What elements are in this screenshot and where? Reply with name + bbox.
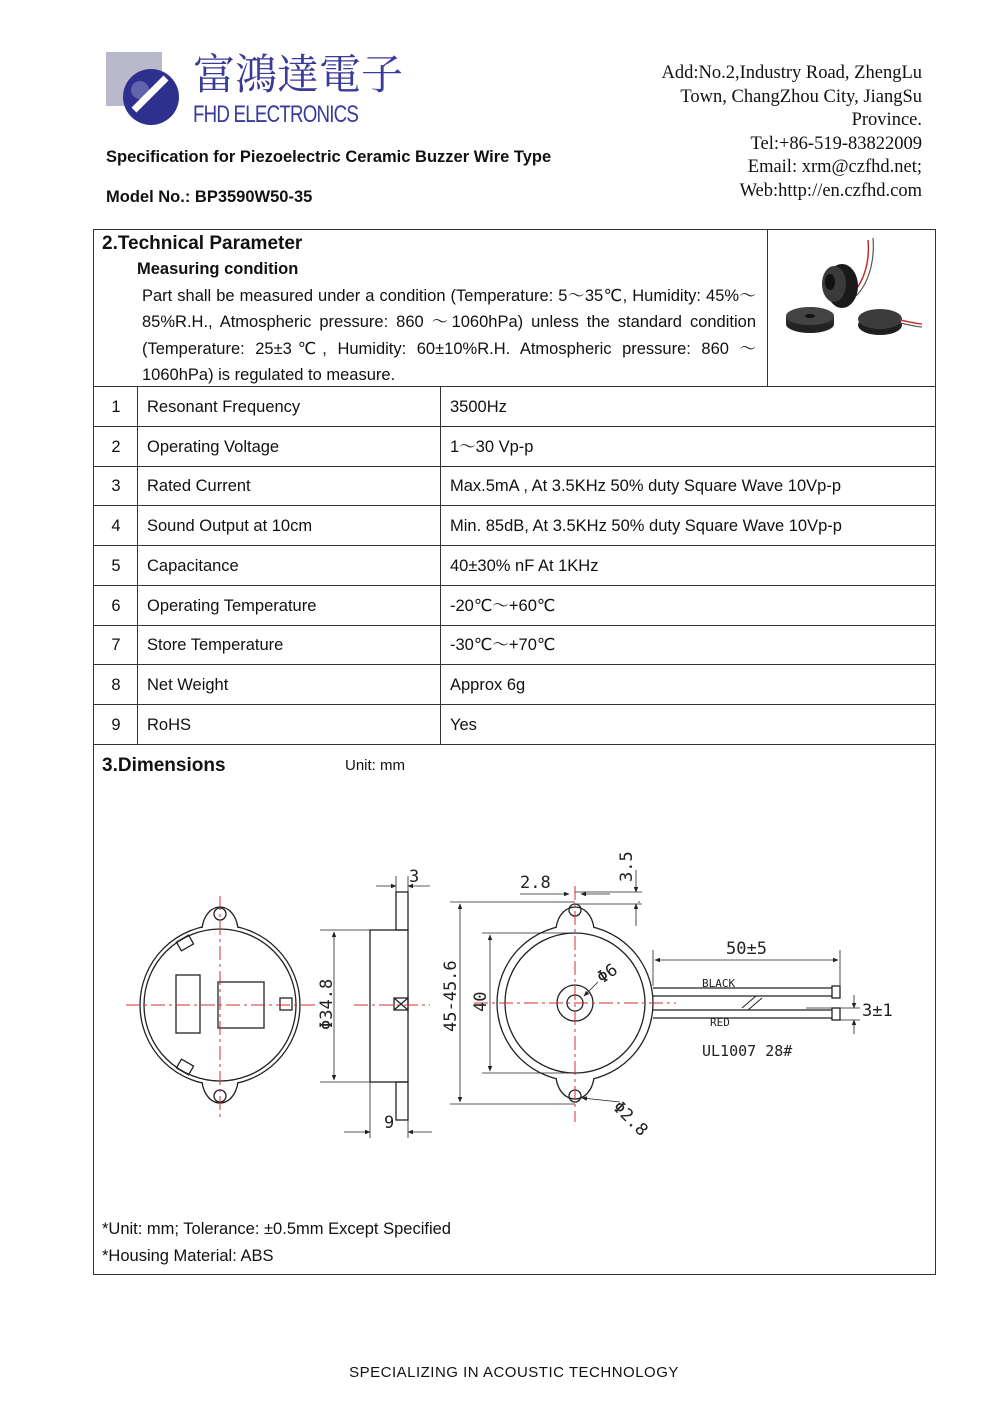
company-logo: [104, 50, 190, 128]
row-number: 4: [111, 517, 121, 535]
parameter-name: Net Weight: [147, 676, 229, 694]
measuring-condition-text: Part shall be measured under a condition (Temperature: 5～35℃, Humidity: 45%～85%R.H., Atmospheric pressure: 860 ～1060hPa) unless the standard condition (Temperature: 25±3℃, Humidity: 60±10%R.H. Atmospheric pressure: 860 ～1060hPa) is regulated to measure.: [142, 287, 756, 384]
table-row: [94, 705, 935, 745]
dim-3: 3: [409, 867, 420, 887]
document-title: Specification for Piezoelectric Ceramic Buzzer Wire Type: [106, 148, 552, 166]
table-row: [94, 586, 935, 626]
dim-45-456: 45-45.6: [441, 960, 461, 1032]
dim-d348: Φ34.8: [317, 978, 337, 1030]
row-number: 7: [111, 636, 121, 654]
parameter-name: Rated Current: [147, 477, 251, 495]
address-line: Town, ChangZhou City, JiangSu: [680, 86, 922, 107]
row-number: 9: [111, 716, 121, 734]
dimensions-section-title: 3.Dimensions: [102, 755, 226, 776]
row-number: 5: [111, 557, 121, 575]
dim-strip-length: 3±1: [862, 1001, 893, 1021]
table-row: [94, 387, 935, 427]
address-line: Province.: [851, 110, 922, 130]
row-number: 2: [111, 438, 121, 456]
wire-spec-label: UL1007 28#: [702, 1042, 793, 1060]
parameter-name: Resonant Frequency: [147, 398, 301, 416]
technical-section-title: 2.Technical Parameter: [102, 233, 303, 254]
table-row: [94, 665, 935, 705]
parameter-name: Operating Temperature: [147, 597, 317, 615]
page-footer: SPECIALIZING IN ACOUSTIC TECHNOLOGY: [349, 1364, 679, 1381]
dimension-drawing: [120, 850, 910, 1150]
address-line: Add:No.2,Industry Road, ZhengLu: [661, 63, 922, 83]
parameter-name: RoHS: [147, 716, 192, 734]
table-row: [94, 546, 935, 586]
row-number: 1: [111, 398, 121, 416]
table-row: [94, 427, 935, 467]
parameter-value: Approx 6g: [450, 676, 526, 694]
table-row: [94, 466, 935, 506]
dim-wire-length: 50±5: [726, 939, 767, 959]
housing-note: *Housing Material: ABS: [102, 1247, 274, 1265]
company-name-cn: 富鴻達電子: [193, 50, 404, 99]
email-line: Email: xrm@czfhd.net;: [747, 157, 922, 177]
parameter-value: 40±30% nF At 1KHz: [450, 557, 599, 575]
parameter-value: -20℃～+60℃: [450, 597, 556, 615]
table-row: [94, 506, 935, 546]
parameter-value: -30℃～+70℃: [450, 636, 556, 654]
tolerance-note: *Unit: mm; Tolerance: ±0.5mm Except Specified: [102, 1220, 451, 1238]
parameter-value: Max.5mA , At 3.5KHz 50% duty Square Wave 10Vp-p: [450, 477, 842, 495]
dim-9: 9: [384, 1113, 395, 1133]
web-line: Web:http://en.czfhd.com: [739, 180, 922, 201]
product-photo: [772, 232, 932, 382]
dim-d28: Φ2.8: [608, 1097, 652, 1141]
row-number: 6: [111, 597, 121, 615]
parameter-name: Operating Voltage: [147, 438, 280, 456]
measuring-condition-title: Measuring condition: [137, 260, 299, 278]
parameter-value: Yes: [450, 716, 477, 734]
parameter-name: Store Temperature: [147, 636, 284, 654]
dimensions-unit: Unit: mm: [345, 757, 405, 774]
model-number: Model No.: BP3590W50-35: [106, 188, 313, 206]
dim-2-8: 2.8: [520, 873, 551, 893]
wire-black-label: BLACK: [702, 977, 736, 990]
contact-block: [661, 62, 922, 203]
parameter-name: Capacitance: [147, 557, 239, 575]
parameter-value: 1～30 Vp-p: [450, 438, 534, 456]
divider: [767, 229, 768, 387]
parameter-value: Min. 85dB, At 3.5KHz 50% duty Square Wave 10Vp-p: [450, 517, 842, 535]
row-number: 8: [111, 676, 121, 694]
phone-line: Tel:+86-519-83822009: [750, 133, 922, 154]
parameter-name: Sound Output at 10cm: [147, 517, 313, 535]
row-number: 3: [111, 477, 121, 495]
table-row: [94, 625, 935, 665]
dim-d6: Φ6: [593, 959, 622, 989]
parameter-value: 3500Hz: [450, 398, 507, 416]
wire-red-label: RED: [710, 1016, 730, 1029]
company-name-en: FHD ELECTRONICS: [193, 101, 359, 128]
dim-3-5: 3.5: [617, 851, 637, 882]
dim-40: 40: [471, 991, 491, 1012]
